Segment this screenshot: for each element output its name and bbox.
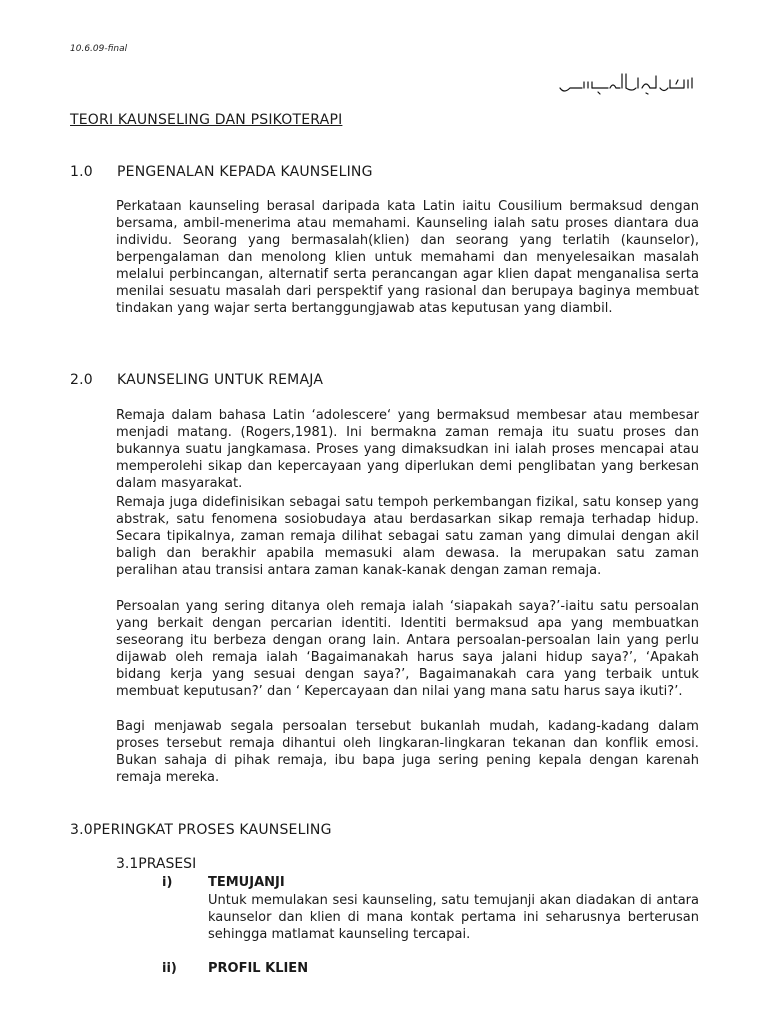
section-2-paragraph-1: Remaja dalam bahasa Latin ‘adolescere‘ yang bermaksud membesar atau membesar menjadi matang. (Rogers,1981). Ini bermakna zaman remaja itu suatu proses dan bukannya suatu jangkamasa. Proses yang dimaksudkan ini ialah proses mencapai atau memperolehi sikap dan kepercayaan yang diperlukan demi penglibatan yang berkesan dalam masyarakat. bbox=[116, 408, 699, 491]
item-number: ii) bbox=[162, 961, 177, 976]
item-title: TEMUJANJI bbox=[208, 875, 285, 890]
item-number: i) bbox=[162, 875, 173, 890]
section-number: 1.0 bbox=[70, 164, 93, 180]
basmalah-calligraphy bbox=[558, 70, 698, 100]
item-paragraph: Untuk memulakan sesi kaunseling, satu temujanji akan diadakan di antara kaunselor dan klien di mana kontak pertama ini seharusnya berterusan sehingga matlamat kaunseling tercapai. bbox=[208, 893, 699, 942]
subsection-title: PRASESI bbox=[138, 856, 197, 872]
section-title: KAUNSELING UNTUK REMAJA bbox=[117, 372, 324, 388]
list-item-heading bbox=[162, 875, 285, 890]
item-title: PROFIL KLIEN bbox=[208, 961, 309, 976]
section-heading-1 bbox=[70, 164, 373, 180]
subsection-number: 3.1 bbox=[116, 856, 139, 872]
document-title: TEORI KAUNSELING DAN PSIKOTERAPI bbox=[70, 112, 343, 128]
basmalah-text bbox=[558, 70, 698, 100]
section-2-paragraph-2: Remaja juga didefinisikan sebagai satu tempoh perkembangan fizikal, satu konsep yang abstrak, satu fenomena sosiobudaya atau berdasarkan sikap remaja terhadap hidup. Secara tipikalnya, zaman remaja dilihat sebagai satu zaman yang dimulai dengan akil baligh dan berakhir apabila memasuki alam dewasa. Ia merupakan satu zaman peralihan atau transisi antara zaman kanak-kanak dengan zaman remaja. bbox=[116, 495, 699, 578]
list-item-heading bbox=[162, 961, 308, 976]
subsection-heading bbox=[116, 856, 196, 872]
section-title: PENGENALAN KEPADA KAUNSELING bbox=[117, 164, 373, 180]
section-2-paragraph-4: Bagi menjawab segala persoalan tersebut bukanlah mudah, kadang-kadang dalam proses tersebut remaja dihantui oleh lingkaran-lingkaran tekanan dan konflik emosi. Bukan sahaja di pihak remaja, ibu bapa juga sering pening kepala dengan karenah remaja mereka. bbox=[116, 719, 699, 785]
section-number: 2.0 bbox=[70, 372, 93, 388]
version-tag: 10.6.09-final bbox=[70, 44, 128, 54]
section-heading-3 bbox=[70, 822, 332, 838]
section-title: PERINGKAT PROSES KAUNSELING bbox=[92, 822, 332, 838]
section-heading-2 bbox=[70, 372, 323, 388]
section-1-paragraph: Perkataan kaunseling berasal daripada kata Latin iaitu Cousilium bermaksud dengan bersama, ambil-menerima atau memahami. Kaunseling ialah satu proses diantara dua individu. Seorang yang bermasalah(klien) dan seorang yang terlatih (kaunselor), berpengalaman dan menolong klien untuk memahami dan menyelesaikan masalah melalui perbincangan, alternatif serta perancangan agar klien dapat menganalisa serta menilai sesuatu masalah dari perspektif yang rasional dan berupaya baginya membuat tindakan yang wajar serta bertanggungjawab atas keputusan yang diambil. bbox=[116, 199, 699, 316]
section-2-paragraph-3: Persoalan yang sering ditanya oleh remaja ialah ‘siapakah saya?’-iaitu satu persoalan yang berkait dengan percarian identiti. Identiti bermaksud apa yang membuatkan seseorang itu berbeza dengan orang lain. Antara persoalan-persoalan lain yang perlu dijawab oleh remaja ialah ‘Bagaimanakah harus saya jalani hidup saya?’, ‘Apakah bidang kerja yang sesuai dengan saya?’, Bagaimanakah cara yang terbaik untuk membuat keputusan?’ dan ‘ Kepercayaan dan nilai yang mana satu harus saya ikuti?’. bbox=[116, 599, 699, 699]
section-number: 3.0 bbox=[70, 822, 93, 838]
